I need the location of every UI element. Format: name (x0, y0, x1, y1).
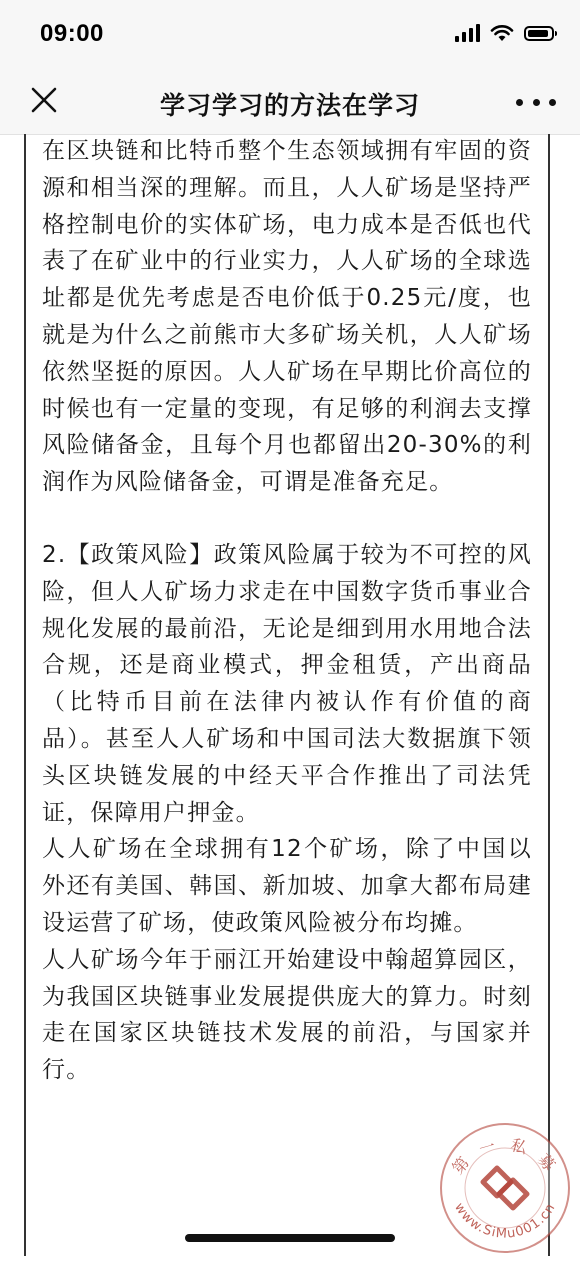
close-button[interactable] (26, 82, 62, 118)
home-indicator[interactable] (185, 1234, 395, 1242)
watermark-seal-icon (430, 1108, 580, 1258)
battery-icon (524, 26, 554, 41)
cellular-signal-icon (455, 24, 480, 42)
status-bar (0, 0, 580, 70)
more-dot-icon (549, 99, 556, 106)
article-paragraph: 2.【政策风险】政策风险属于较为不可控的风险，但人人矿场力求走在中国数字货币事业合规化发展的最前沿，无论是细到用水用地合法合规，还是商业模式，押金租赁，产出商品（比特币目前在法律内被认作有价值的商品）。甚至人人矿场和中国司法大数据旗下领头区块链发展的中经天平合作推出了司法凭证，保障用户押金。 (42, 541, 532, 826)
more-dot-icon (516, 99, 523, 106)
article-paragraph: 人人矿场今年于丽江开始建设中翰超算园区，为我国区块链事业发展提供庞大的算力。时刻走在国家区块链技术发展的前沿，与国家并行。 (42, 946, 532, 1084)
status-time: 09:00 (40, 20, 104, 47)
close-icon (26, 82, 62, 118)
watermark-url-text: www.SiMu001.cn (451, 1200, 559, 1242)
more-options-button[interactable] (516, 88, 556, 116)
page-title: 学习学习的方法在学习 (159, 91, 420, 120)
article-paragraph: 人人矿场在全球拥有12个矿场，除了中国以外还有美国、韩国、新加坡、加拿大都布局建设运营了矿场，使政策风险被分布均摊。 (42, 836, 532, 936)
article-frame (24, 134, 550, 1256)
article-body (26, 134, 548, 1089)
more-dot-icon (533, 99, 540, 106)
status-icons (455, 24, 554, 42)
watermark-arc-text: 第 一 私 募 (448, 1135, 562, 1178)
wifi-icon (490, 24, 514, 42)
nav-bar (0, 70, 580, 135)
watermark-stamp (430, 1108, 580, 1258)
article-paragraph: 在区块链和比特币整个生态领域拥有牢固的资源和相当深的理解。而且，人人矿场是坚持严格控制电价的实体矿场，电力成本是否低也代表了在矿业中的行业实力，人人矿场的全球选址都是优先考虑是否电价低于0.25元/度，也就是为什么之前熊市大多矿场关机，人人矿场依然坚挺的原因。人人矿场在早期比价高位的时候也有一定量的变现，有足够的利润去支撑风险储备金，且每个月也都留出20-30%的利润作为风险储备金，可谓是准备充足。 (42, 138, 532, 496)
